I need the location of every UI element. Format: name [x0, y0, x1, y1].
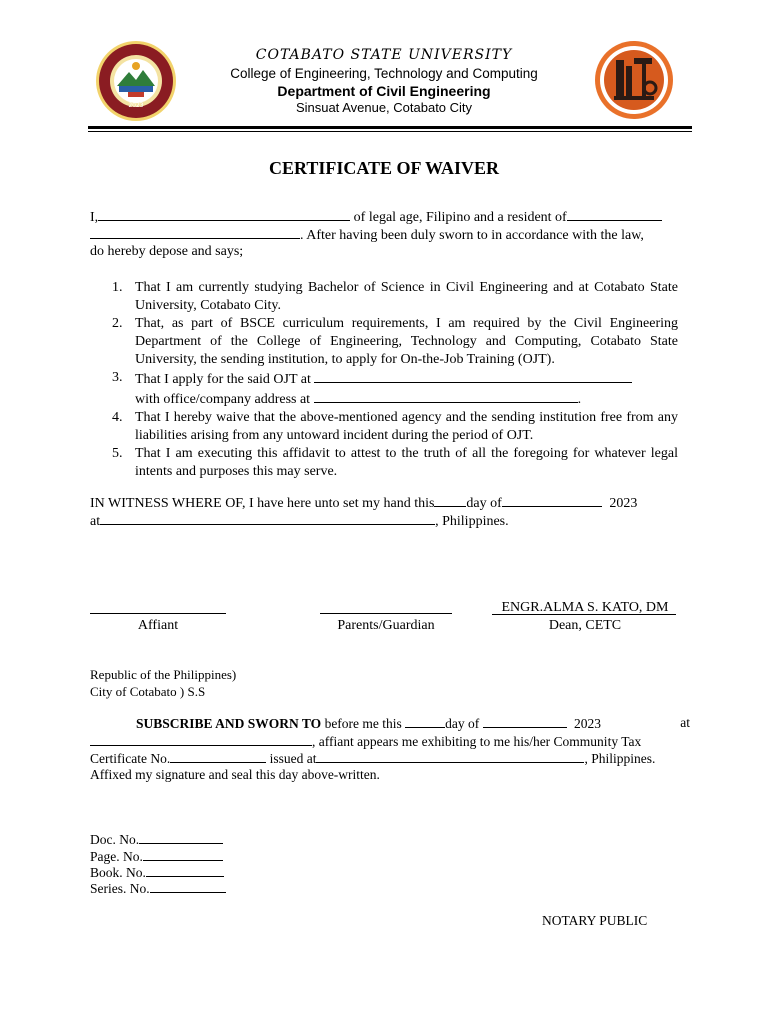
doc-no-blank[interactable] — [139, 830, 223, 844]
intro-after: . After having been duly sworn to in accordance with the law, — [300, 228, 644, 243]
header-rule-thick — [88, 126, 692, 129]
jurat-line-1: SUBSCRIBE AND SWORN TO before me this day of 2023 at — [136, 715, 690, 731]
name-blank[interactable] — [98, 207, 350, 221]
intro-line-2 — [90, 225, 680, 245]
witness-place-blank[interactable] — [100, 511, 435, 525]
dean-title: Dean, CETC — [548, 618, 622, 633]
book-no-blank[interactable] — [146, 863, 224, 877]
witness-line-1: IN WITNESS WHERE OF, I have here unto set my hand this day of 2023 — [90, 493, 680, 513]
intro-line-1 — [90, 207, 680, 227]
affiant-signature-line[interactable] — [90, 613, 226, 614]
dean-signature-line — [492, 614, 676, 615]
jurat-line-2: , affiant appears me exhibiting to me his/her Community Tax — [90, 732, 690, 751]
intro-prefix: I, — [90, 210, 99, 225]
ctc-number-blank[interactable] — [170, 749, 266, 763]
address: Sinsuat Avenue, Cotabato City — [295, 100, 473, 115]
jurat-place-blank[interactable] — [90, 732, 312, 746]
list-item: 1. That I am currently studying Bachelor of Science in Civil Engineering and at Cotabato State University, Cotabato City. — [112, 280, 678, 313]
list-item: 2. That, as part of BSCE curriculum requirements, I am required by the Civil Engineering Department of the College of Engineering, Technology and Computing, Cotabato State University, the sending institution, to apply for On-the-Job Training (OJT). — [112, 316, 678, 367]
deposition-list — [112, 279, 678, 481]
header-rule-thin — [88, 131, 692, 132]
university-name: COTABATO STATE UNIVERSITY — [255, 47, 513, 63]
ojt-agency-blank[interactable] — [314, 369, 632, 383]
witness-day-blank[interactable] — [434, 493, 466, 507]
guardian-signature-line[interactable] — [320, 613, 452, 614]
intro-line-3: do hereby depose and says; — [90, 244, 244, 259]
witness-line-2: at , Philippines. — [90, 511, 680, 531]
jurat-day-blank[interactable] — [405, 714, 445, 728]
list-item: 3. That I apply for the said OJT at with office/company address at . — [112, 369, 678, 409]
page-no-blank[interactable] — [143, 847, 223, 861]
guardian-label: Parents/Guardian — [337, 618, 435, 633]
jurat-line-3: Certificate No. issued at , Philippines. — [90, 751, 656, 766]
book-no: Book. No. — [90, 863, 224, 882]
department-name: Department of Civil Engineering — [277, 83, 491, 99]
page-no: Page. No. — [90, 847, 223, 866]
list-item: 4. That I hereby waive that the above-mentioned agency and the sending institution free from any liabilities arising from any untoward incident during the period of OJT. — [112, 410, 678, 443]
doc-no: Doc. No. — [90, 830, 223, 849]
ojt-address-blank[interactable] — [314, 389, 578, 403]
affiant-label: Affiant — [137, 618, 179, 633]
jurat-month-blank[interactable] — [483, 714, 567, 728]
dean-name: ENGR.ALMA S. KATO, DM — [501, 600, 669, 615]
residence-blank-cont[interactable] — [90, 225, 300, 239]
venue-line-2: City of Cotabato ) S.S — [90, 684, 206, 699]
witness-month-blank[interactable] — [502, 493, 602, 507]
intro-mid: of legal age, Filipino and a resident of — [350, 210, 567, 225]
ctc-place-blank[interactable] — [316, 749, 584, 763]
residence-blank[interactable] — [567, 207, 662, 221]
document-title: CERTIFICATE OF WAIVER — [268, 158, 500, 178]
list-item: 5. That I am executing this affidavit to attest to the truth of all the foregoing for whatever legal intents and purposes this may serve. — [112, 446, 678, 479]
jurat-line-4: Affixed my signature and seal this day above-written. — [90, 767, 380, 782]
series-no: Series. No. — [90, 879, 226, 898]
seal-year: 2023 — [128, 102, 144, 109]
series-no-blank[interactable] — [150, 879, 226, 893]
notary-public-label: NOTARY PUBLIC — [542, 913, 648, 928]
college-name: College of Engineering, Technology and Computing — [230, 66, 538, 81]
venue-line-1: Republic of the Philippines) — [90, 667, 237, 682]
